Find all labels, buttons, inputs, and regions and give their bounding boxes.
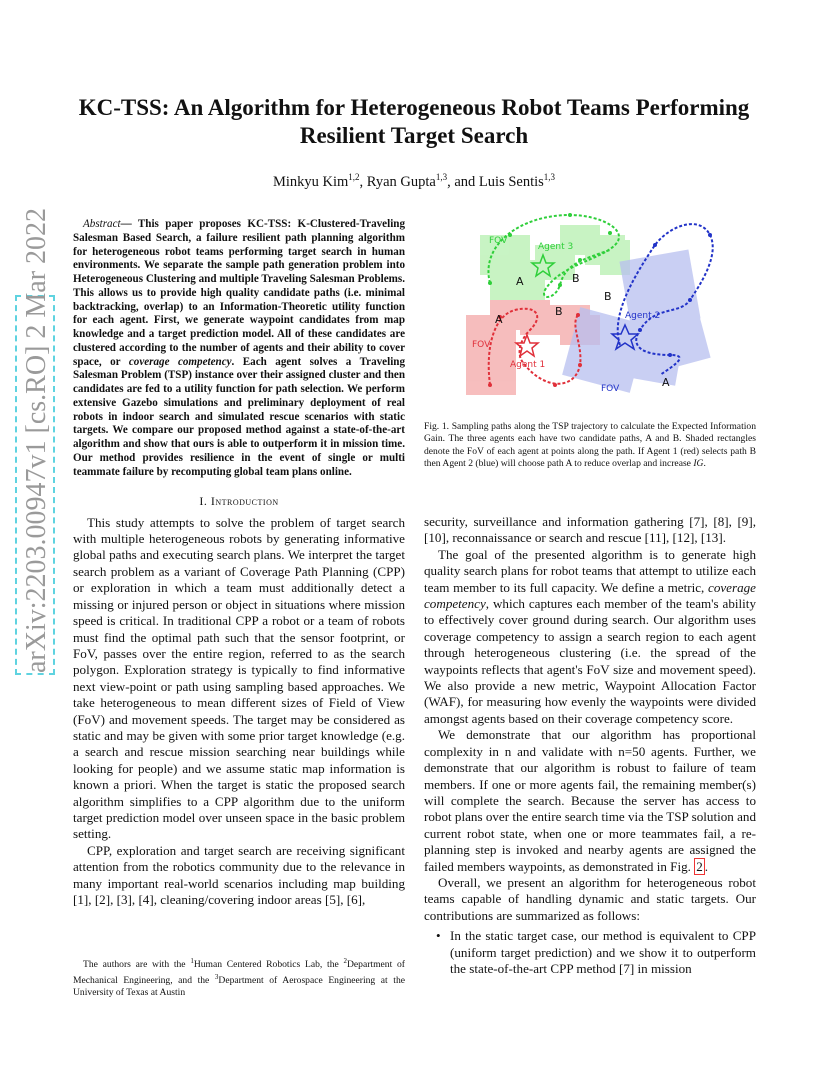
affiliation-footnote — [73, 955, 405, 999]
fov-label-red: FOV — [472, 340, 491, 350]
intro-paragraph: This study attempts to solve the problem of target search with multiple heterogeneous robots by generating informative global paths and executing search plans. We interpret the target search problem as a variant of Coverage Path Planning (CPP) or exploration in which a team must additionally detect a missing or injured person or object in situations where mission speed is critical. In traditional CPP a robot or a team of robots must find the optimal path such that the sensor footprint, or FoV, passes over the entire region, referred to as the search polygon. Exploration strategy is typically to find informative next view-point or path using sampling based approaches. We take heterogeneous to mean different sizes of Field of View (FoV) and movement speeds. The target may be considered as static and may be given with some prior target knowledge (e.g. a search and rescue mission searching near buildings while looking for people) and we assume static map information is known a priori. When the target is static the proposed search algorithm simplifies to a CPP algorithm due to the uniform target prediction model over unseen space in the basic problem setting. — [73, 514, 405, 842]
caption-end: . — [703, 458, 706, 470]
bullet-text: In the static target case, our method is equivalent to CPP (uniform target prediction) and we show it to outperform the state-of-the-art CPP method [7] in mission — [450, 928, 756, 976]
footnote-text: The authors are with the — [83, 959, 191, 971]
author-1-affil: 1,2 — [348, 172, 360, 182]
left-column — [73, 218, 405, 908]
abstract-text-1: — This paper proposes KC-TSS: K-Clustered-Traveling Salesman Based Search, a failure resilient path planning algorithm for heterogeneous robot teams performing target search in human environments. We separate the sample path generation problem into Heterogeneous Clustering and multiple Traveling Salesman Problems. This allows us to provide high quality candidate paths (i.e. minimal backtracking, overlap) to an Information-Theoretic utility function for each agent. First, we generate waypoint candidates from map knowledge and a target prediction model. All of these candidates are clustered according to the number of agents and their ability to cover space, or — [73, 218, 405, 368]
intro-paragraph: CPP, exploration and target search are receiving significant attention from the robotics community due to the relevance in many important real-world scenarios including map building [1], [2], [3], [4], cleaning/covering indoor areas [5], [6], — [73, 842, 405, 907]
figure-1 — [460, 205, 750, 405]
section-heading-introduction: I. Introduction — [199, 494, 279, 509]
figure-1-caption — [424, 421, 756, 471]
path-a-label: A — [495, 313, 503, 326]
goal-emphasis: coverage competency — [424, 579, 756, 612]
bullet-dot: • — [436, 928, 441, 944]
author-2: , Ryan Gupta — [359, 173, 436, 190]
agent-2-label: Agent 2 — [625, 311, 661, 321]
demo-text: We demonstrate that our algorithm has proportional complexity in n and validate with n=50 agents. Further, we demonstrate that our algorithm is robust to failure of team members. If one or more agents fail, the remaining member(s) will complete the search. Because the server has access to robot plans over the entire search time via the TSP solution and current robot state, when one or more teammates fail, a re-planning step is invoked and nearby agents are assigned the failed members waypoints, as demonstrated in Fig. — [424, 727, 756, 874]
agent-3-label: Agent 3 — [538, 242, 574, 252]
caption-text: Fig. 1. Sampling paths along the TSP trajectory to calculate the Expected Information Gain. The three agents each have two candidate paths, A and B. Shaded rectangles denote the FoV of each agent at points along the path. If Agent 1 (red) selects path B then Agent 2 (blue) will choose path A to reduce overlap and increase — [424, 421, 756, 470]
paper-title: KC-TSS: An Algorithm for Heterogeneous Robot Teams Performing Resilient Target Search — [78, 95, 750, 148]
demo-text: . — [704, 858, 709, 874]
path-a-label: A — [516, 275, 524, 288]
abstract — [73, 218, 405, 479]
path-a-label: A — [662, 376, 670, 389]
author-1: Minkyu Kim — [272, 173, 349, 190]
path-b-label: B — [555, 305, 563, 318]
footnote-text: Department of Mechanical Engineering, and the — [73, 959, 405, 987]
abstract-lead: Abstract — [83, 218, 121, 230]
path-b-label: B — [604, 290, 612, 303]
figure-2-link[interactable]: 2 — [696, 858, 703, 874]
contribution-bullet — [424, 928, 756, 977]
goal-text: , which captures each member of the team's ability to effectively cover ground during search. Our algorithm uses coverage competency to assign a search region to each agent through heterogeneous clustering (i.e. the spread of the waypoints reflects that agent's FoV size and movement speed). We also provide a new metric, Waypoint Allocation Factor (WAF), for measuring how evenly the waypoints were divided amongst agents based on their coverage competency score. — [424, 596, 756, 726]
author-line — [60, 172, 768, 191]
abstract-text-2: . Each agent solves a Traveling Salesman Problem (TSP) instance over their assigned cluster and then candidates are fed to a utility function for path selection. We perform extensive Gazebo simulations and preliminary deployment of real robots in indoor search and simulated rescue scenarios with static targets. We compare our proposed method against a state-of-the-art algorithm and show that ours is able to outperform it in mission time. Our method provides resilience in the event of single or multi teammate failure by recomputing global team plans online. — [73, 355, 405, 478]
blue-fov-regions — [562, 249, 710, 392]
goal-text: The goal of the presented algorithm is to generate high quality search plans for robot teams that attempt to utilize each team member to its full capacity. We define a metric, — [424, 546, 756, 595]
author-3: , and Luis Sentis — [447, 173, 544, 190]
right-column — [424, 514, 756, 977]
goal-paragraph — [424, 547, 756, 727]
footnote-sup: 3 — [214, 973, 219, 982]
abstract-emphasis: coverage competency — [128, 355, 232, 368]
overall-paragraph: Overall, we present an algorithm for heterogeneous robot teams capable of handling dynamic and static targets. Our contributions are summarized as follows: — [424, 874, 756, 923]
path-b-label: B — [572, 272, 580, 285]
footnote-sup: 1 — [190, 957, 194, 965]
footnote-sup: 2 — [343, 957, 347, 965]
author-2-affil: 1,3 — [435, 172, 448, 182]
continued-paragraph: security, surveillance and information gathering [7], [8], [9], [10], reconnaissance or search and rescue [11], [12], [13]. — [424, 514, 756, 546]
agent-1-label: Agent 1 — [510, 360, 546, 370]
footnote-text: Human Centered Robotics Lab, the — [193, 959, 344, 971]
author-3-affil: 1,3 — [543, 172, 556, 182]
footnote-text: Department of Aerospace Engineering at the University of Texas at Austin — [73, 975, 405, 999]
arxiv-stamp: arXiv:2203.00947v1 [cs.RO] 2 Mar 2022 — [15, 295, 55, 675]
demo-paragraph — [424, 727, 756, 875]
fov-label-green: FOV — [489, 236, 508, 246]
caption-emphasis: IG — [693, 458, 704, 470]
fov-label-blue: FOV — [601, 384, 620, 394]
